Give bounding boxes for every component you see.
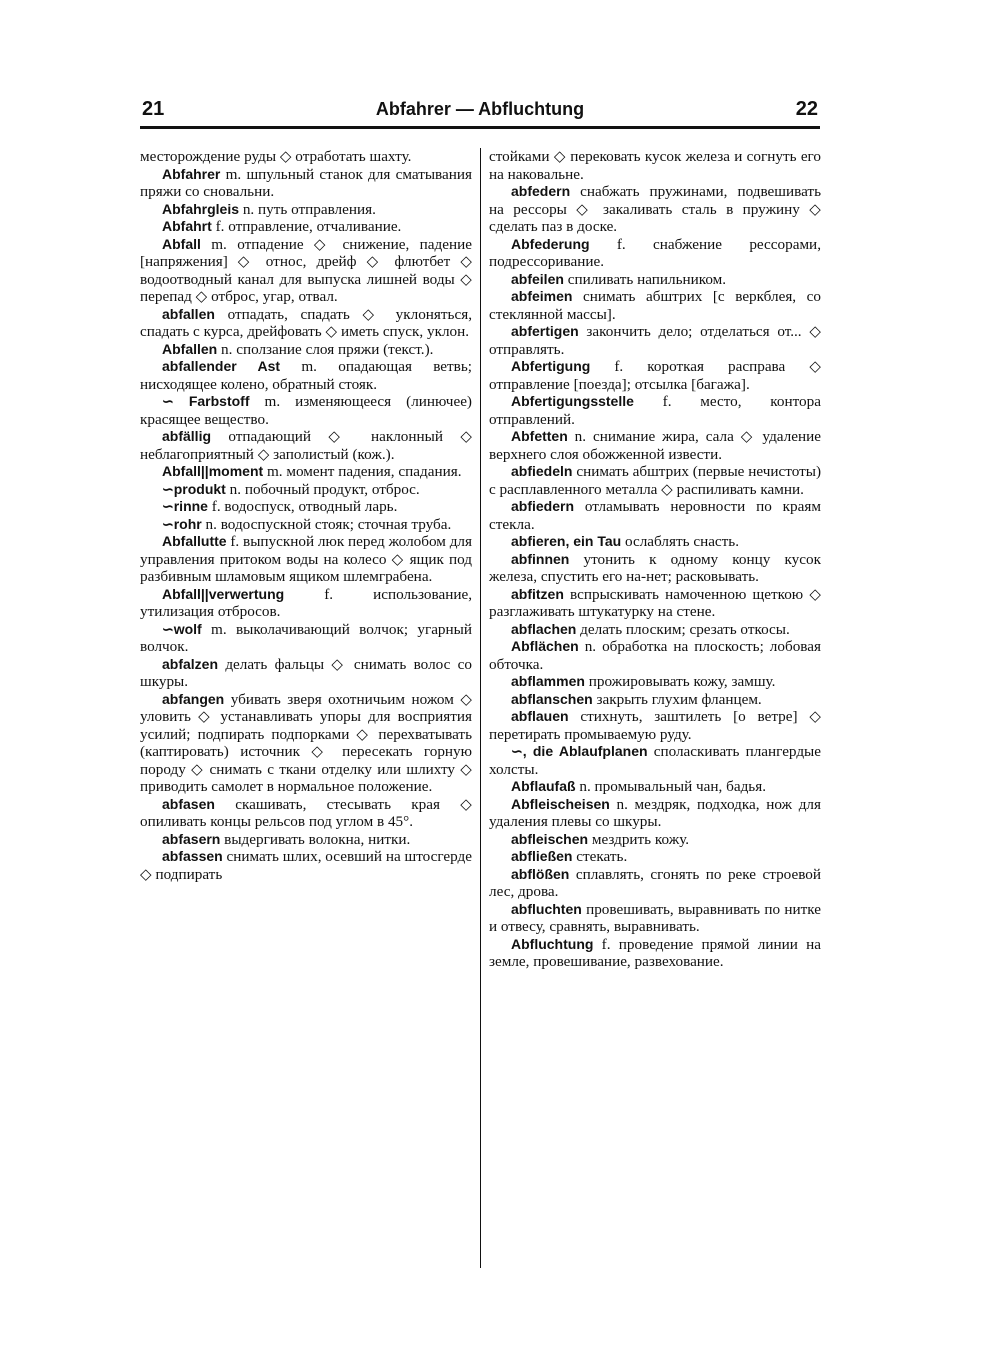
dictionary-entry xyxy=(140,796,472,831)
dictionary-entry xyxy=(140,656,472,691)
dictionary-entry xyxy=(140,341,472,359)
dictionary-entry xyxy=(489,586,821,621)
dictionary-entry xyxy=(140,533,472,586)
dictionary-entry xyxy=(489,848,821,866)
entry-headword: abfangen xyxy=(162,690,225,707)
entry-definition: f. проведение прямой линии на земле, провешивание, развехование. xyxy=(489,935,821,970)
entry-headword: abflauen xyxy=(511,708,569,724)
dictionary-entry xyxy=(489,323,821,358)
entry-definition: ослаблять снасть. xyxy=(621,533,740,550)
entry-definition: скашивать, стесывать края ◇ опиливать концы рельсов под углом в 45°. xyxy=(140,795,472,830)
entry-definition: f. использование, утилизация отбросов. xyxy=(140,585,472,620)
dictionary-entry xyxy=(140,428,472,463)
entry-definition: m. выколачивающий волчок; угарный волчок. xyxy=(140,620,472,655)
entry-headword: Abfleischeisen xyxy=(511,795,610,812)
entry-definition: отпадать, спадать ◇ уклоняться, спадать с курса, дрейфовать ◇ иметь спуск, уклон. xyxy=(140,305,472,340)
entry-headword: abfleischen xyxy=(511,830,589,847)
dictionary-entry xyxy=(489,691,821,709)
entry-headword: Abfahrt xyxy=(162,218,212,234)
dictionary-entry xyxy=(489,533,821,551)
dictionary-entry xyxy=(140,148,472,166)
dictionary-entry xyxy=(489,796,821,831)
running-header xyxy=(140,96,820,126)
dictionary-entry xyxy=(140,393,472,428)
dictionary-entry xyxy=(140,166,472,201)
entry-headword: Abfall xyxy=(162,235,201,252)
entry-definition: n. обработка на плоскость; лобовая обточка. xyxy=(489,638,821,673)
dictionary-entry xyxy=(140,516,472,534)
dictionary-entry xyxy=(489,901,821,936)
entry-definition: закончить дело; отделаться от... ◇ отправлять. xyxy=(489,323,821,358)
entry-headword: Abflaufaß xyxy=(511,778,576,794)
dictionary-entry xyxy=(489,708,821,743)
dictionary-entry xyxy=(489,463,821,498)
entry-definition: спиливать напильником. xyxy=(563,270,727,288)
entry-headword: abfasen xyxy=(162,795,215,812)
entry-headword: Abfluchtung xyxy=(511,935,594,952)
dictionary-entry xyxy=(140,306,472,341)
column-divider xyxy=(480,148,481,1268)
entry-headword: Abfertigungsstelle xyxy=(511,393,634,409)
dictionary-entry xyxy=(489,831,821,849)
entry-definition: m. момент падения, спадания. xyxy=(263,463,462,480)
entry-headword: Abfallen xyxy=(162,340,218,357)
entry-headword: Abfahrgleis xyxy=(162,200,240,217)
entry-headword: Abfetten xyxy=(511,428,568,444)
dictionary-entry xyxy=(140,848,472,883)
dictionary-entry xyxy=(489,183,821,236)
entry-definition: m. изменяющееся (линючее) красящее вещество. xyxy=(140,393,472,428)
entry-definition: стекать. xyxy=(572,848,628,865)
dictionary-entry xyxy=(140,236,472,306)
entry-headword: ∽ Farbstoff xyxy=(162,393,250,409)
entry-headword: Abfall||verwertung xyxy=(162,585,285,602)
dictionary-entry xyxy=(140,218,472,236)
entry-definition: f. место, контора отправлений. xyxy=(489,393,821,428)
entry-headword: Abflächen xyxy=(511,638,579,654)
entry-definition: снабжать пружинами, подвешивать на рессоры ◇ закаливать сталь в пружину ◇ сделать паз в доске. xyxy=(489,183,821,235)
entry-headword: abfließen xyxy=(511,848,573,864)
entry-headword: ∽wolf xyxy=(162,620,202,637)
page-number-right: 22 xyxy=(795,98,818,120)
entry-definition: n. мездряк, подходка, нож для удаления плевы со шкуры. xyxy=(489,795,821,830)
left-column xyxy=(140,148,472,883)
page-title: Abfahrer — Abfluchtung xyxy=(375,99,585,119)
entry-definition: убивать зверя охотничьим ножом ◇ уловить ◇ устанавливать упоры для восприятия усилий; подпирать подпорками ◇ перехватывать (каптировать) источник ◇ пересекать горную породу ◇ снимать с ткани отделку или шлихту ◇ приводить самолет в нормальное положение. xyxy=(140,690,472,795)
entry-headword: abflachen xyxy=(511,620,577,637)
entry-definition: f. короткая расправа ◇ отправление [поезда]; отсылка [багажа]. xyxy=(489,358,821,393)
dictionary-entry xyxy=(140,358,472,393)
dictionary-entry xyxy=(489,271,821,289)
dictionary-entry xyxy=(489,393,821,428)
entry-headword: abfitzen xyxy=(511,585,564,602)
entry-definition: мездрить кожу. xyxy=(588,830,690,848)
entry-definition: утонить к одному концу кусок железа, спустить его на-нет; расковывать. xyxy=(489,550,821,585)
entry-headword: ∽produkt xyxy=(162,480,226,497)
entry-definition: m. шпульный станок для сматывания пряжи со сновальни. xyxy=(140,165,472,200)
entry-definition: месторождение руды ◇ отработать шахту. xyxy=(140,148,412,165)
entry-headword: Abfall||moment xyxy=(162,463,264,479)
entry-definition: снимать шлих, осевший на штосгерде ◇ подпирать xyxy=(140,848,472,883)
entry-headword: abflammen xyxy=(511,673,585,689)
entry-definition: f. снабжение рессорами, подрессоривание. xyxy=(489,235,821,270)
entry-definition: споласкивать плангердые холсты. xyxy=(489,743,821,778)
entry-headword: abfluchten xyxy=(511,900,582,917)
entry-definition: n. водоспускной стояк; сточная труба. xyxy=(201,515,452,533)
entry-headword: ∽rohr xyxy=(162,515,202,532)
entry-headword: Abfahrer xyxy=(162,165,221,182)
right-column xyxy=(489,148,821,971)
dictionary-entry xyxy=(489,621,821,639)
entry-definition: n. промывальный чан, бадья. xyxy=(575,778,766,795)
entry-headword: abfiedeln xyxy=(511,463,573,479)
entry-definition: n. путь отправления. xyxy=(239,200,376,218)
dictionary-entry xyxy=(489,936,821,971)
entry-definition: делать плоским; срезать откосы. xyxy=(576,620,790,638)
entry-definition: выдергивать волокна, нитки. xyxy=(220,830,411,848)
entry-headword: ∽rinne xyxy=(162,498,208,514)
entry-headword: abfasern xyxy=(162,830,221,847)
header-rule xyxy=(140,126,820,129)
entry-definition: прожировывать кожу, замшу. xyxy=(584,673,776,690)
dictionary-entry xyxy=(140,481,472,499)
entry-definition: отпадающий ◇ наклонный ◇ неблагоприятный ◇ заполистый (кож.). xyxy=(140,428,472,463)
entry-headword: abfallen xyxy=(162,305,215,322)
entry-definition: сплавлять, сгонять по реке строевой лес, дрова. xyxy=(489,865,821,900)
entry-definition: n. снимание жира, сала ◇ удаление верхнего слоя обожженной извести. xyxy=(489,428,821,463)
entry-headword: ∽, die Ablaufplanen xyxy=(511,743,648,759)
entry-headword: Abfallutte xyxy=(162,533,227,549)
dictionary-entry xyxy=(140,831,472,849)
entry-headword: abflanschen xyxy=(511,690,593,707)
dictionary-entry xyxy=(489,428,821,463)
entry-headword: abfertigen xyxy=(511,323,579,339)
entry-headword: abfieren, ein Tau xyxy=(511,533,622,549)
dictionary-entry xyxy=(140,463,472,481)
entry-headword: abflößen xyxy=(511,865,570,882)
entry-definition: f. выпускной люк перед жолобом для управления притоком воды на колесо ◇ ящик под разбивным шламовым ящиком шлемграбена. xyxy=(140,533,472,585)
entry-definition: m. опадающая ветвь; нисходящее колено, обратный стояк. xyxy=(140,358,472,393)
entry-headword: abfinnen xyxy=(511,550,570,567)
entry-definition: f. отправление, отчаливание. xyxy=(211,218,402,235)
entry-definition: снимать абштрих (первые нечистоты) с расплавленного металла ◇ распиливать камни. xyxy=(489,463,821,498)
entry-headword: abfeimen xyxy=(511,288,573,304)
dictionary-entry xyxy=(489,743,821,778)
page-number-left: 21 xyxy=(142,98,165,120)
entry-definition: стойками ◇ перековать кусок железа и согнуть его на наковальне. xyxy=(489,148,821,183)
dictionary-entry xyxy=(489,551,821,586)
dictionary-entry xyxy=(140,498,472,516)
dictionary-entry xyxy=(140,201,472,219)
entry-definition: вспрыскивать намоченною щеткою ◇ разглаживать штукатурку на стене. xyxy=(489,585,821,620)
dictionary-entry xyxy=(489,673,821,691)
entry-headword: abfeilen xyxy=(511,270,564,287)
entry-headword: Abfertigung xyxy=(511,358,591,374)
dictionary-entry xyxy=(140,691,472,796)
entry-headword: abfällig xyxy=(162,428,212,444)
entry-definition: отламывать неровности по краям стекла. xyxy=(489,498,821,533)
entry-headword: abfallender Ast xyxy=(162,358,281,374)
entry-definition: стихнуть, заштилеть [о ветре] ◇ перетирать промываемую руду. xyxy=(489,708,821,743)
entry-definition: провешивать, выравнивать по нитке и отвесу, сравнять, выравнивать. xyxy=(489,900,821,935)
entry-definition: снимать абштрих [с веркблея, со стеклянной массы]. xyxy=(489,288,821,323)
entry-headword: abfalzen xyxy=(162,655,219,672)
entry-definition: n. сползание слоя пряжи (текст.). xyxy=(217,340,434,358)
entry-definition: n. побочный продукт, отброс. xyxy=(225,480,420,498)
entry-definition: делать фальцы ◇ снимать волос со шкуры. xyxy=(140,655,472,690)
entry-definition: m. отпадение ◇ снижение, падение [напряжения] ◇ относ, дрейф ◇ флютбет ◇ водоотводный канал для выпуска лишней воды ◇ перепад ◇ отброс, угар, отвал. xyxy=(140,235,472,305)
dictionary-entry xyxy=(489,236,821,271)
dictionary-entry xyxy=(489,148,821,183)
entry-definition: f. водоспуск, отводный ларь. xyxy=(207,498,398,515)
entry-headword: abfassen xyxy=(162,848,223,864)
entry-headword: abfiedern xyxy=(511,498,575,514)
dictionary-entry xyxy=(489,778,821,796)
entry-headword: Abfederung xyxy=(511,235,590,252)
entry-definition: закрыть глухим фланцем. xyxy=(592,690,762,708)
dictionary-entry xyxy=(140,621,472,656)
dictionary-entry xyxy=(489,288,821,323)
dictionary-entry xyxy=(489,638,821,673)
dictionary-entry xyxy=(140,586,472,621)
entry-headword: abfedern xyxy=(511,183,571,199)
dictionary-entry xyxy=(489,866,821,901)
dictionary-entry xyxy=(489,358,821,393)
dictionary-entry xyxy=(489,498,821,533)
